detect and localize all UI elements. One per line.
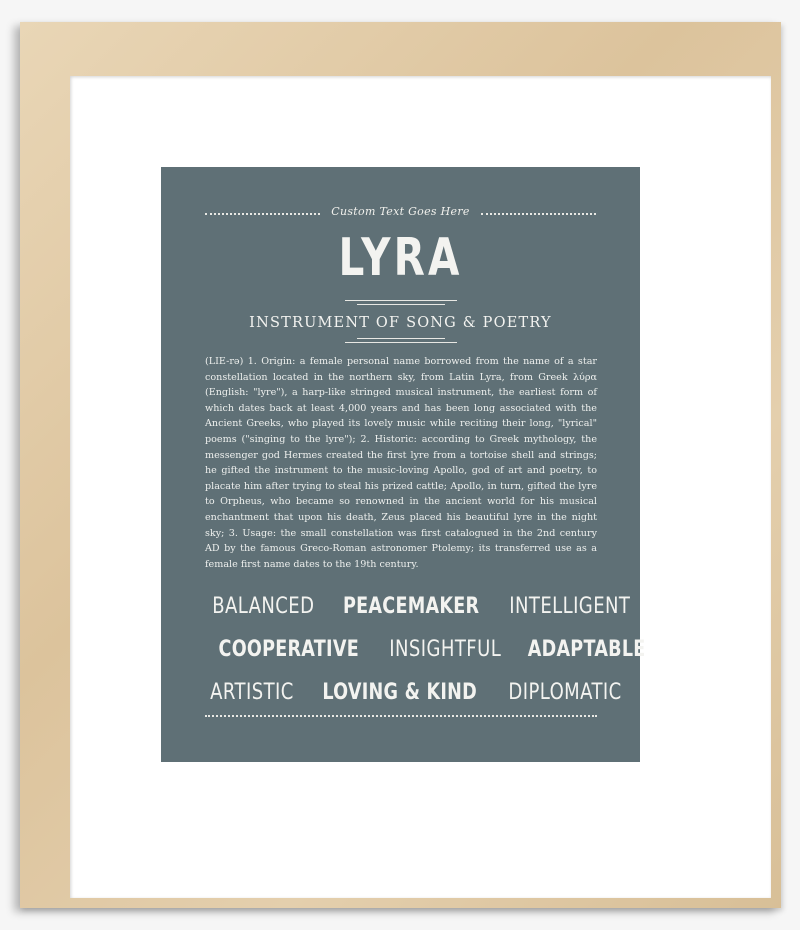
dotted-divider-bottom bbox=[205, 715, 597, 717]
trait-word: BALANCED bbox=[212, 594, 315, 619]
poster-name: LYRA bbox=[338, 228, 463, 288]
trait-word: PEACEMAKER bbox=[342, 594, 479, 619]
title-rule-top bbox=[345, 300, 457, 301]
name-definition: (LIE-rə) 1. Origin: a female personal name borrowed from the name of a star constellation located in the northern sky, from Latin Lyra, from Greek λύρα (English: "lyre"), a harp-like stringed musical instrument, the earliest form of which dates back at least 4,000 years and has been long associated with the Ancient Greeks, who played its lovely music while reciting their long, "lyrical" poems ("singing to the lyre"); 2. Historic: according to Greek mythology, the messenger god Hermes created the first lyre from a tortoise shell and strings; he gifted the instrument to the music-loving Apollo, god of art and poetry, to placate him after trying to steal his prized cattle; Apollo, in turn, gifted the lyre to Orpheus, who became so renowned in the ancient world for his musical enchantment that upon his death, Zeus placed his beautiful lyre in the night sky; 3. Usage: the small constellation was first catalogued in the 2nd century AD by the famous Greco-Roman astronomer Ptolemy; its transferred use as a female first name dates to the 19th century. bbox=[205, 356, 597, 570]
trait-row-2 bbox=[201, 637, 646, 662]
trait-row-1 bbox=[201, 594, 631, 619]
title-rule-bottom bbox=[345, 342, 457, 343]
name-poster bbox=[161, 167, 646, 762]
trait-word: LOVING & KIND bbox=[322, 680, 477, 705]
trait-row-3 bbox=[201, 680, 622, 705]
trait-word: ADAPTABLE bbox=[527, 637, 646, 662]
trait-word: INSIGHTFUL bbox=[388, 637, 501, 662]
trait-word: COOPERATIVE bbox=[218, 637, 359, 662]
title-rule-top-short bbox=[357, 304, 445, 305]
dotted-divider-right bbox=[481, 213, 596, 215]
trait-word: ARTISTIC bbox=[210, 680, 294, 705]
trait-word: DIPLOMATIC bbox=[508, 680, 622, 705]
trait-word: INTELLIGENT bbox=[509, 594, 631, 619]
poster-subtitle: INSTRUMENT OF SONG & POETRY bbox=[249, 315, 552, 331]
title-rule-bottom-short bbox=[357, 338, 445, 339]
custom-text: Custom Text Goes Here bbox=[331, 205, 470, 218]
